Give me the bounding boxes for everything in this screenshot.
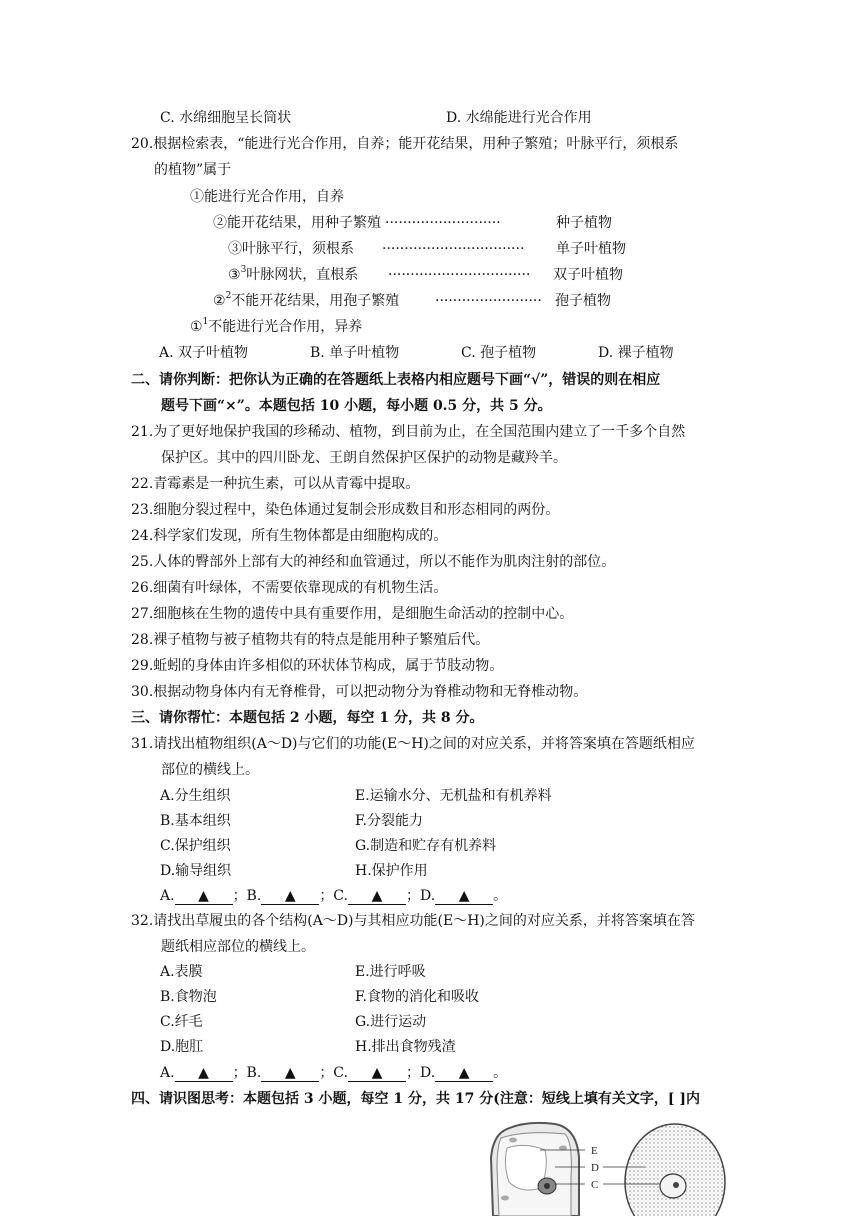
- section4-header: 四、请识图思考：本题包括 3 小题，每空 1 分，共 17 分(注意：短线上填有关文字，[ ]内: [131, 1091, 700, 1107]
- answer-label-d: ；D.: [405, 888, 436, 904]
- key-line-2b-text: 不能开花结果，用孢子繁殖: [231, 293, 400, 309]
- q30: 30.根据动物身体内有无脊椎骨，可以把动物分为脊椎动物和无脊椎动物。: [131, 684, 588, 700]
- q32-answer-line: [160, 1063, 507, 1083]
- label-c: C: [591, 1179, 599, 1191]
- q31-right-f: F.分裂能力: [355, 813, 423, 829]
- q20-option-a: A. 双子叶植物: [159, 345, 249, 361]
- q20-stem-line2: 的植物”属于: [154, 162, 232, 178]
- key-line-3b-text: 叶脉网状，直根系: [246, 267, 359, 283]
- key-line-2: [213, 213, 381, 233]
- q32-right-e: E.进行呼吸: [355, 964, 426, 980]
- q19-option-c: C. 水绵细胞呈长筒状: [160, 110, 292, 126]
- q24: 24.科学家们发现，所有生物体都是由细胞构成的。: [131, 528, 448, 544]
- q32-right-h: H.排出食物残渣: [355, 1039, 456, 1055]
- answer-blank-d[interactable]: ▲: [435, 1065, 493, 1082]
- key-line-1b-text: 不能进行光合作用，异养: [208, 319, 363, 335]
- plant-cell: [491, 1123, 579, 1216]
- q25: 25.人体的臀部外上部有大的神经和血管通过，所以不能作为肌肉注射的部位。: [131, 554, 616, 570]
- key-line-3b-result: 双子叶植物: [553, 267, 623, 283]
- key-line-2-text: ②能开花结果，用种子繁殖: [213, 215, 381, 231]
- key-line-1b: [190, 317, 362, 337]
- q31-line2: 部位的横线上。: [161, 762, 259, 778]
- answer-end: 。: [493, 1065, 508, 1081]
- key-line-3: ③叶脉平行，须根系: [228, 241, 354, 257]
- key-line-2-dots: ··························: [385, 215, 501, 231]
- key-line-3b-marker: ③: [228, 267, 241, 283]
- answer-blank-a[interactable]: ▲: [175, 888, 233, 905]
- q31-line1: 31.请找出植物组织(A～D)与它们的功能(E～H)之间的对应关系，并将答案填在答题纸相应: [131, 736, 695, 752]
- answer-label-a: A.: [160, 888, 175, 904]
- q20-option-c: C. 孢子植物: [461, 345, 537, 361]
- key-line-2b-marker: ②: [213, 293, 226, 309]
- q21-line1: 21.为了更好地保护我国的珍稀动、植物，到目前为止，在全国范围内建立了一千多个自然: [131, 424, 686, 440]
- q31-right-g: G.制造和贮存有机养料: [355, 838, 497, 854]
- q32-right-g: G.进行运动: [355, 1014, 427, 1030]
- q32-left-b: B.食物泡: [160, 989, 217, 1005]
- key-line-3-dots: ································: [382, 241, 525, 257]
- answer-label-d: ；D.: [405, 1065, 436, 1081]
- q19-option-d: D. 水绵能进行光合作用: [446, 110, 592, 126]
- answer-blank-c[interactable]: ▲: [348, 1065, 406, 1082]
- q22: 22.青霉素是一种抗生素，可以从青霉中提取。: [131, 476, 420, 492]
- label-d: D: [591, 1162, 599, 1174]
- key-line-1b-marker: ①: [190, 319, 203, 335]
- key-line-1b-sup: 1: [202, 317, 209, 328]
- answer-end: 。: [493, 888, 508, 904]
- q32-line2: 题纸相应部位的横线上。: [161, 939, 315, 955]
- cell-diagram: [485, 1118, 735, 1216]
- q27: 27.细胞核在生物的遗传中具有重要作用，是细胞生命活动的控制中心。: [131, 606, 574, 622]
- q32-left-d: D.胞肛: [160, 1039, 204, 1055]
- q21-line2: 保护区。其中的四川卧龙、王朗自然保护区保护的动物是藏羚羊。: [161, 450, 567, 466]
- q31-answer-line: [160, 886, 507, 906]
- answer-label-c: ；C.: [319, 888, 348, 904]
- key-line-2b-dots: ························: [435, 293, 542, 309]
- key-line-2b: [213, 291, 399, 311]
- q20-option-d: D. 裸子植物: [598, 345, 674, 361]
- answer-label-c: ；C.: [319, 1065, 348, 1081]
- key-line-1: ①能进行光合作用，自养: [190, 189, 344, 205]
- label-e: E: [591, 1145, 598, 1157]
- answer-blank-b[interactable]: ▲: [261, 1065, 319, 1082]
- section2-header-line1: 二、请你判断：把你认为正确的在答题纸上表格内相应题号下画“√”，错误的则在相应: [131, 372, 661, 388]
- q20-stem-line1: 20.根据检索表，“能进行光合作用，自养；能开花结果，用种子繁殖；叶脉平行，须根系: [131, 136, 679, 152]
- answer-blank-a[interactable]: ▲: [175, 1065, 233, 1082]
- q31-right-e: E.运输水分、无机盐和有机养料: [355, 788, 552, 804]
- q26: 26.细菌有叶绿体，不需要依靠现成的有机物生活。: [131, 580, 448, 596]
- key-line-3b-dots: ································: [388, 267, 531, 283]
- answer-label-b: ；B.: [232, 888, 262, 904]
- section2-header-line2: 题号下画“×”。本题包括 10 小题，每小题 0.5 分，共 5 分。: [161, 398, 552, 414]
- q32-left-c: C.纤毛: [160, 1014, 203, 1030]
- q31-left-c: C.保护组织: [160, 838, 231, 854]
- key-line-3b: [228, 265, 358, 285]
- answer-blank-d[interactable]: ▲: [435, 888, 493, 905]
- q31-left-b: B.基本组织: [160, 813, 231, 829]
- animal-cell: [625, 1124, 725, 1216]
- key-line-2-result: 种子植物: [556, 215, 612, 231]
- answer-label-a: A.: [160, 1065, 175, 1081]
- q20-option-b: B. 单子叶植物: [310, 345, 400, 361]
- answer-label-b: ；B.: [232, 1065, 262, 1081]
- q31-left-a: A.分生组织: [160, 788, 231, 804]
- key-line-3-result: 单子叶植物: [556, 241, 626, 257]
- section3-header: 三、请你帮忙：本题包括 2 小题，每空 1 分，共 8 分。: [131, 710, 484, 726]
- q31-right-h: H.保护作用: [355, 863, 428, 879]
- q32-line1: 32.请找出草履虫的各个结构(A～D)与其相应功能(E～H)之间的对应关系，并将答案填在答: [131, 913, 695, 929]
- key-line-2b-result: 孢子植物: [555, 293, 611, 309]
- q31-left-d: D.输导组织: [160, 863, 232, 879]
- q32-left-a: A.表膜: [160, 964, 203, 980]
- key-line-2b-sup: 2: [225, 291, 232, 302]
- q23: 23.细胞分裂过程中，染色体通过复制会形成数目和形态相同的两份。: [131, 502, 560, 518]
- key-line-3b-sup: 3: [240, 265, 247, 276]
- q32-right-f: F.食物的消化和吸收: [355, 989, 479, 1005]
- answer-blank-c[interactable]: ▲: [348, 888, 406, 905]
- q28: 28.裸子植物与被子植物共有的特点是能用种子繁殖后代。: [131, 632, 490, 648]
- answer-blank-b[interactable]: ▲: [261, 888, 319, 905]
- q29: 29.蚯蚓的身体由许多相似的环状体节构成，属于节肢动物。: [131, 658, 504, 674]
